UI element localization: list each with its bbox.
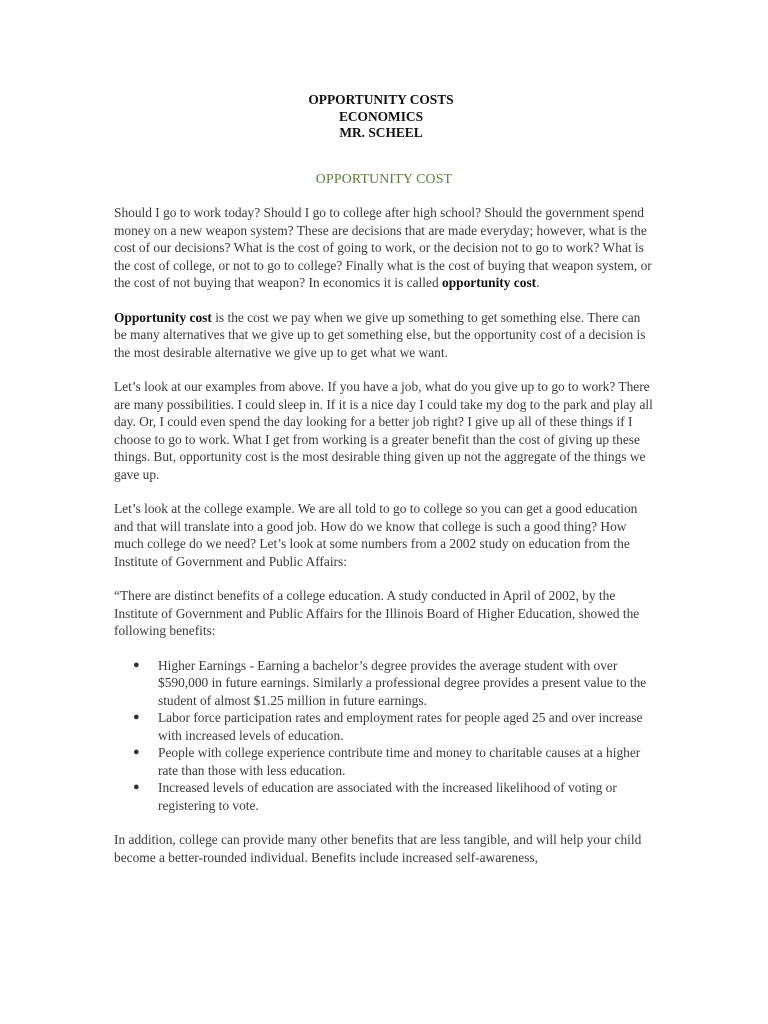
paragraph-college-example: Let’s look at the college example. We are all told to go to college so you can get a good education and that will translate into a good job. How do we know that college is such a good thing? How much college do we need? Let’s look at some numbers from a 2002 study on education from the Institute of Government and Public Affairs: bbox=[114, 501, 638, 569]
paragraph-intro-end: . bbox=[536, 275, 540, 290]
paragraph-additional-benefits: In addition, college can provide many other benefits that are less tangible, and will help your child become a better-rounded individual. Benefits include increased self-awareness, bbox=[114, 832, 642, 865]
document-body bbox=[114, 92, 654, 883]
paragraph-intro bbox=[114, 204, 654, 292]
paragraph-intro-text: Should I go to work today? Should I go to college after high school? Should the government spend money on a new weapon system? These are decisions that are made everyday; however, what is the cost of our decisions? What is the cost of going to work, or the decision not to go to work? What is the cost of college, or not to go to college? Finally what is the cost of buying that weapon system, or the cost of not buying that weapon? In economics it is called bbox=[114, 205, 652, 290]
bullet-icon: ● bbox=[133, 746, 140, 758]
list-item-text: Labor force participation rates and employment rates for people aged 25 and over increase with increased levels of education. bbox=[158, 710, 643, 743]
header-teacher: MR. SCHEEL bbox=[339, 125, 423, 140]
bullet-icon: ● bbox=[133, 711, 140, 723]
definition-term: Opportunity cost bbox=[114, 309, 212, 325]
header-title: OPPORTUNITY COSTS bbox=[308, 92, 454, 107]
list-item bbox=[133, 657, 654, 710]
paragraph-definition bbox=[114, 309, 654, 362]
definition-text: is the cost we pay when we give up something to get something else. There can be many alternatives that we give up to get something else, but the opportunity cost of a decision is the most desirable alternative we give up to get what we want. bbox=[114, 309, 646, 360]
list-item-text: Higher Earnings - Earning a bachelor’s degree provides the average student with over $590,000 in future earnings. Similarly a professional degree provides a present value to the student of almost $1.25 million in future earnings. bbox=[158, 657, 647, 708]
term-opportunity-cost: opportunity cost bbox=[442, 275, 537, 290]
list-item-text: Increased levels of education are associated with the increased likelihood of voting or registering to vote. bbox=[158, 780, 617, 813]
header-subject: ECONOMICS bbox=[338, 108, 424, 124]
bullet-icon: ● bbox=[133, 781, 140, 793]
list-item bbox=[133, 709, 654, 744]
paragraph-work-example: Let’s look at our examples from above. If you have a job, what do you give up to go to work? There are many possibilities. I could sleep in. If it is a nice day I could take my dog to the park and play all day. Or, I could even spend the day looking for a better job right? I give up all of these things if I choose to go to work. What I get from working is a greater benefit than the cost of giving up these things. But, opportunity cost is the most desirable thing given up not the aggregate of the things we gave up. bbox=[114, 379, 653, 482]
section-title: OPPORTUNITY COST bbox=[315, 170, 453, 186]
list-item bbox=[133, 744, 654, 779]
list-item bbox=[133, 779, 654, 814]
benefits-list bbox=[114, 657, 654, 815]
list-item-text: People with college experience contribute time and money to charitable causes at a higher rate than those with less education. bbox=[158, 745, 641, 778]
paragraph-quote-intro: “There are distinct benefits of a college education. A study conducted in April of 2002, by the Institute of Government and Public Affairs for the Illinois Board of Higher Education, showed the following benefits: bbox=[114, 588, 640, 638]
bullet-icon: ● bbox=[133, 658, 140, 671]
document-header bbox=[108, 92, 654, 142]
